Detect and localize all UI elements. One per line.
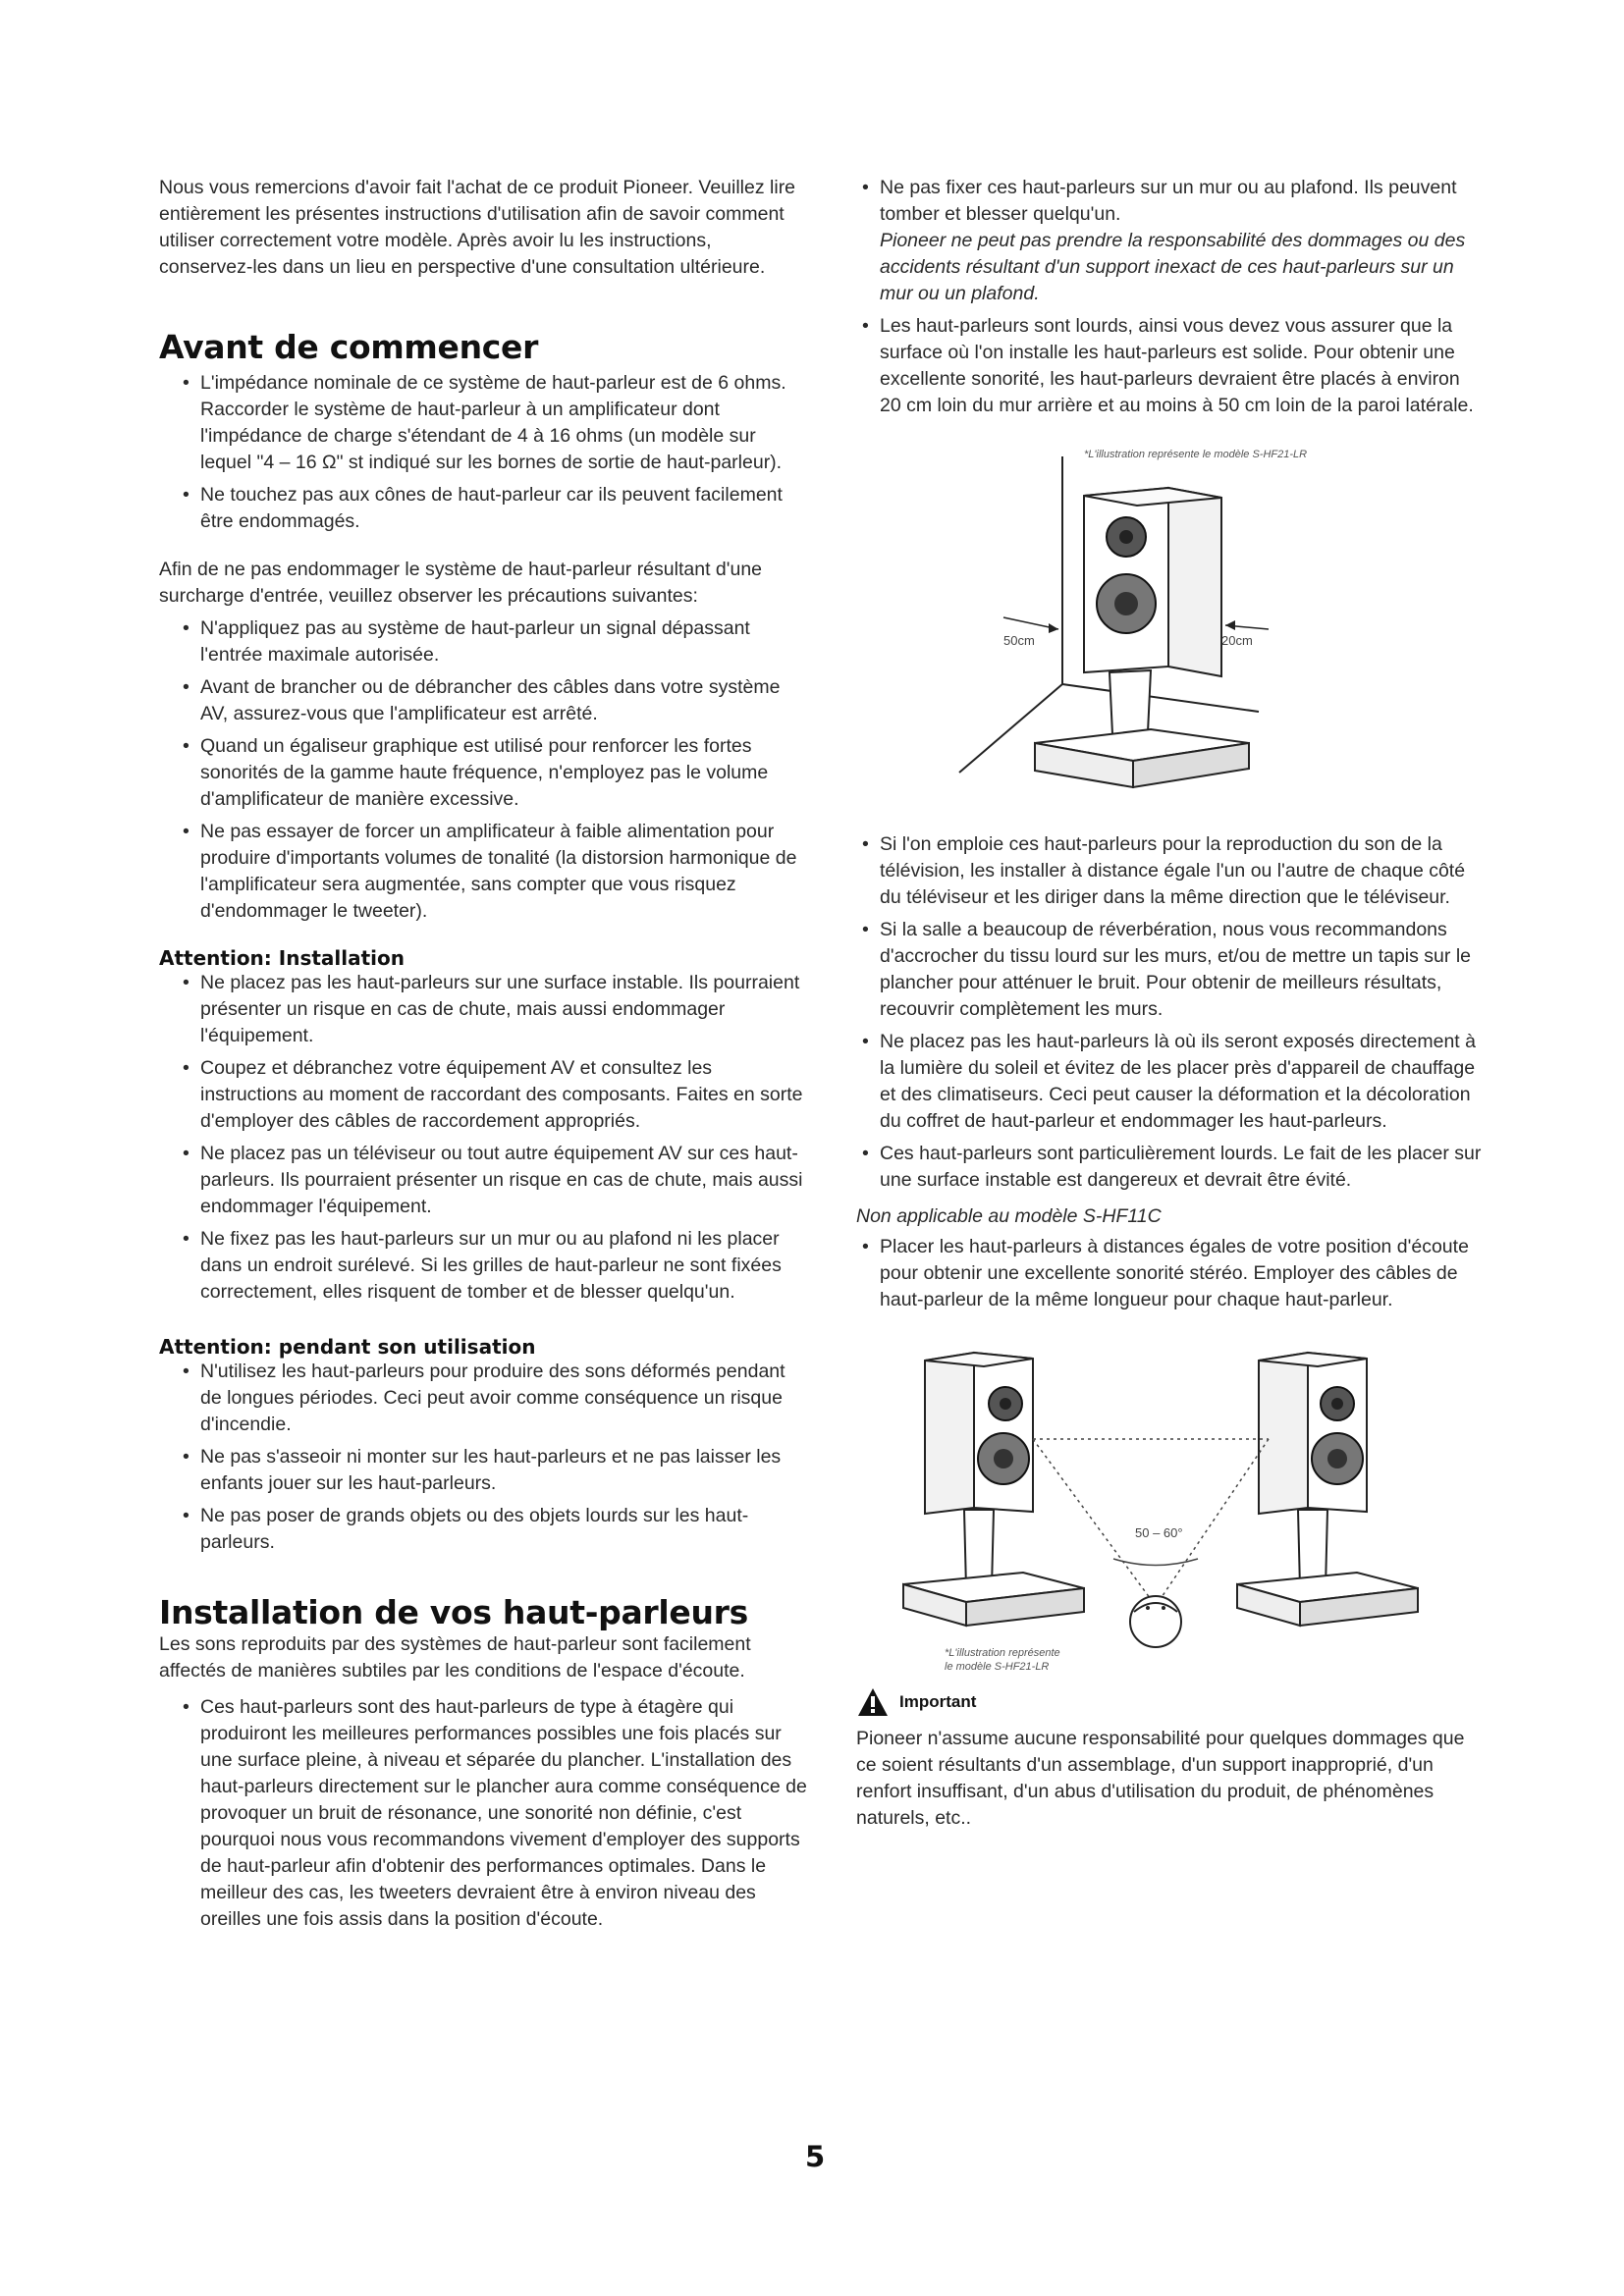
list-item: • N'utilisez les haut-parleurs pour produire des sons déformés pendant de longues périodes. Ceci peut avoir comme conséquence un risque d'incendie. xyxy=(159,1359,807,1438)
list-item: • L'impédance nominale de ce système de haut-parleur est de 6 ohms. Raccorder le système de haut-parleur à un amplificateur dont l'impédance de charge s'étendant de 4 à 16 ohms (un modèle sur lequel "4 – 16 Ω" st indiqué sur les bornes de sortie de haut-parleur). xyxy=(159,370,807,476)
figure2-caption-line1: *L'illustration représente xyxy=(945,1647,1060,1659)
list-item: • Coupez et débranchez votre équipement AV et consultez les instructions au moment de raccordant des composants. Faites en sorte d'employer des câbles de raccordement appropriés. xyxy=(159,1055,807,1135)
attention-utilisation-heading: Attention: pendant son utilisation xyxy=(159,1335,536,1359)
important-text: Pioneer n'assume aucune responsabilité pour quelques dommages que ce soient résultants d'un assemblage, d'un support inapproprié, d'un renfort insuffisant, d'un abus d'utilisation du produit, de phénomènes naturels, etc.. xyxy=(856,1728,1465,1829)
list-item: • Ces haut-parleurs sont particulièrement lourds. Le fait de les placer sur une surface instable est dangereux et devrait être évité. xyxy=(856,1141,1485,1194)
list-item: • Si l'on emploie ces haut-parleurs pour la reproduction du son de la télévision, les installer à distance égale l'un ou l'autre de chaque côté du téléviseur et les diriger dans la même direction que le téléviseur. xyxy=(856,831,1485,911)
stereo-speakers-illustration xyxy=(856,1341,1485,1675)
list-item: • Ne fixez pas les haut-parleurs sur un mur ou au plafond ni les placer dans un endroit surélevé. Si les grilles de haut-parleur ne sont fixées correctement, elles risquent de tomber et de blesser quelqu'un. xyxy=(159,1226,807,1306)
avant-list xyxy=(159,370,807,535)
list-item: • Ces haut-parleurs sont des haut-parleurs de type à étagère qui produiront les meilleures performances possibles une fois placés sur une surface pleine, à niveau et séparée du plancher. L'installation des haut-parleurs directement sur le plancher aura comme conséquence de provoquer un bruit de résonance, une sonorité non définie, c'est pourquoi nous vous recommandons vivement d'employer des supports de haut-parleur afin d'obtenir des performances optimales. Dans le meilleur des cas, les tweeters devraient être à environ niveau des oreilles une fois assis dans la position d'écoute. xyxy=(159,1694,807,1933)
speaker-wall-illustration xyxy=(856,449,1485,812)
installation-paragraph: Les sons reproduits par des systèmes de haut-parleur sont facilement affectés de manières subtiles par les conditions de l'espace d'écoute. xyxy=(159,1633,751,1682)
avant-paragraph: Afin de ne pas endommager le système de haut-parleur résultant d'une surcharge d'entrée, veuillez observer les précautions suivantes: xyxy=(159,559,763,607)
left-column xyxy=(159,175,807,1939)
intro-paragraph: Nous vous remercions d'avoir fait l'achat de ce produit Pioneer. Veuillez lire entièrement les présentes instructions d'utilisation afin de savoir comment utiliser correctement votre modèle. Après avoir lu les instructions, conservez-les dans un lieu en perspective d'une consultation ultérieure. xyxy=(159,177,796,278)
important-note xyxy=(856,1686,1485,1718)
list-item: • Si la salle a beaucoup de réverbération, nous vous recommandons d'accrocher du tissu lourd sur les murs, et/ou de mettre un tapis sur le plancher pour atténuer le bruit. Pour obtenir de meilleurs résultats, recouvrir complètement les murs. xyxy=(856,917,1485,1023)
figure1-caption: *L'illustration représente le modèle S-HF21-LR xyxy=(1084,449,1308,460)
bullet-text: Ne pas fixer ces haut-parleurs sur un mur ou au plafond. Ils peuvent tomber et blesser quelqu'un. xyxy=(880,177,1457,225)
attention-installation-heading: Attention: Installation xyxy=(159,946,405,970)
warning-icon xyxy=(856,1686,890,1718)
list-item: • Placer les haut-parleurs à distances égales de votre position d'écoute pour obtenir une excellente sonorité stéréo. Employer des câbles de haut-parleur de la même longueur pour chaque haut-parleur. xyxy=(856,1234,1485,1313)
right-column xyxy=(856,175,1485,1832)
list-item: • Ne placez pas les haut-parleurs sur une surface instable. Ils pourraient présenter un risque en cas de chute, mais aussi endommager l'équipement. xyxy=(159,970,807,1049)
right-list-2 xyxy=(856,1234,1485,1313)
list-item: • Ne pas poser de grands objets ou des objets lourds sur les haut-parleurs. xyxy=(159,1503,807,1556)
important-label: Important xyxy=(899,1692,977,1711)
attention-installation-list xyxy=(159,970,807,1306)
figure2-caption-line2: le modèle S-HF21-LR xyxy=(945,1661,1050,1673)
list-item xyxy=(856,175,1485,307)
list-item: • Les haut-parleurs sont lourds, ainsi vous devez vous assurer que la surface où l'on installe les haut-parleurs est solide. Pour obtenir une excellente sonorité, les haut-parleurs devraient être placés à environ 20 cm loin du mur arrière et au moins à 50 cm loin de la paroi latérale. xyxy=(856,313,1485,419)
list-item: • N'appliquez pas au système de haut-parleur un signal dépassant l'entrée maximale autorisée. xyxy=(159,615,807,668)
installation-list xyxy=(159,1694,807,1933)
list-item: • Ne pas s'asseoir ni monter sur les haut-parleurs et ne pas laisser les enfants jouer sur les haut-parleurs. xyxy=(159,1444,807,1497)
stereo-placement-figure xyxy=(856,1341,1485,1675)
distance-label-side: 50cm xyxy=(1003,633,1035,648)
list-item: • Avant de brancher ou de débrancher des câbles dans votre système AV, assurez-vous que l'amplificateur est arrêté. xyxy=(159,674,807,727)
avant-list-2 xyxy=(159,615,807,925)
angle-label: 50 – 60° xyxy=(1135,1525,1183,1540)
attention-utilisation-list xyxy=(159,1359,807,1556)
distance-label-back: 20cm xyxy=(1221,633,1253,648)
list-item: • Quand un égaliseur graphique est utilisé pour renforcer les fortes sonorités de la gamme haute fréquence, n'employez pas le volume d'amplificateur de manière excessive. xyxy=(159,733,807,813)
speaker-placement-figure xyxy=(856,449,1485,812)
list-item: • Ne pas essayer de forcer un amplificateur à faible alimentation pour produire d'importants volumes de tonalité (la distorsion harmonique de l'amplificateur sera augmentée, sans compter que vous risquez d'endommager le tweeter). xyxy=(159,819,807,925)
right-speaker-drawing xyxy=(1237,1353,1418,1626)
page-number: 5 xyxy=(805,2140,826,2173)
avant-heading: Avant de commencer xyxy=(159,328,539,366)
left-speaker-drawing xyxy=(903,1353,1084,1626)
list-item: • Ne touchez pas aux cônes de haut-parleur car ils peuvent facilement être endommagés. xyxy=(159,482,807,535)
right-middle-list xyxy=(856,831,1485,1194)
list-item: • Ne placez pas un téléviseur ou tout autre équipement AV sur ces haut-parleurs. Ils pourraient présenter un risque en cas de chute, mais aussi endommager l'équipement. xyxy=(159,1141,807,1220)
bullet-italic-text: Pioneer ne peut pas prendre la responsabilité des dommages ou des accidents résultant d'un support inexact de ces haut-parleurs sur un mur ou un plafond. xyxy=(880,230,1466,304)
model-note: Non applicable au modèle S-HF11C xyxy=(856,1205,1162,1227)
right-top-list xyxy=(856,175,1485,419)
list-item: • Ne placez pas les haut-parleurs là où ils seront exposés directement à la lumière du soleil et évitez de les placer près d'appareil de chauffage et des climatiseurs. Ceci peut causer la déformation et la décoloration du coffret de haut-parleur et endommager les haut-parleurs. xyxy=(856,1029,1485,1135)
installation-heading: Installation de vos haut-parleurs xyxy=(159,1593,748,1631)
